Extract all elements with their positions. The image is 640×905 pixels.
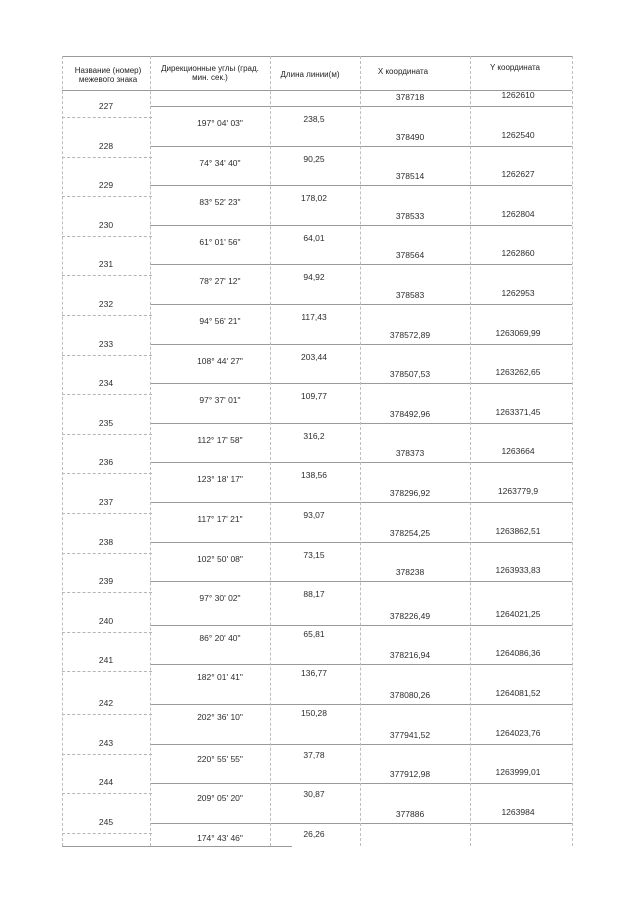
point-name: 238 xyxy=(98,536,114,547)
row-rule xyxy=(150,783,572,784)
point-x: 378572,89 xyxy=(389,329,431,340)
row-rule-dotted xyxy=(62,355,152,356)
point-x: 378216,94 xyxy=(389,650,431,661)
point-y: 1263984 xyxy=(501,806,535,817)
row-rule xyxy=(150,185,572,186)
point-x: 378583 xyxy=(395,290,425,300)
point-name: 227 xyxy=(98,101,114,111)
row-rule-dotted xyxy=(62,117,152,118)
segment-length: 316,2 xyxy=(303,430,325,441)
segment-angle: 123° 18' 17" xyxy=(197,474,243,485)
point-x: 378226,49 xyxy=(389,610,431,621)
segment-length: 30,87 xyxy=(303,789,325,800)
row-rule xyxy=(150,502,572,503)
point-name: 236 xyxy=(98,457,114,468)
point-name: 232 xyxy=(98,299,114,309)
point-y: 1263262,65 xyxy=(495,367,541,378)
row-rule xyxy=(150,625,572,626)
row-rule xyxy=(150,146,572,147)
row-rule-dotted xyxy=(62,833,152,834)
segment-length: 136,77 xyxy=(301,668,327,679)
point-name: 242 xyxy=(98,698,114,708)
header-bottom-rule xyxy=(62,90,572,91)
point-x: 378490 xyxy=(395,131,425,142)
segment-angle: 209° 05' 20" xyxy=(197,793,243,804)
row-rule xyxy=(150,462,572,463)
segment-length: 150,28 xyxy=(301,708,327,718)
point-x: 378514 xyxy=(395,171,425,182)
segment-angle: 108° 44' 27" xyxy=(197,355,243,366)
row-rule-dotted xyxy=(62,275,152,276)
column-rule xyxy=(360,56,361,846)
row-rule-dotted xyxy=(62,714,152,715)
segment-angle: 174° 43' 46" xyxy=(197,832,243,843)
header-length: Длина линии(м) xyxy=(280,70,340,79)
segment-length: 109,77 xyxy=(301,391,327,402)
header-y: Y координата xyxy=(489,63,541,72)
point-name: 240 xyxy=(98,615,114,626)
row-rule-dotted xyxy=(62,473,152,474)
segment-angle: 202° 36' 10" xyxy=(197,712,243,722)
point-y: 1263933,83 xyxy=(495,565,541,576)
header-x: X координата xyxy=(377,67,429,76)
point-name: 244 xyxy=(98,777,114,788)
segment-length: 94,92 xyxy=(303,272,325,283)
point-y: 1263664 xyxy=(501,446,535,457)
point-name: 233 xyxy=(98,338,114,349)
row-rule-dotted xyxy=(62,553,152,554)
segment-angle: 182° 01' 41" xyxy=(197,672,243,683)
segment-length: 93,07 xyxy=(303,510,325,520)
point-y: 1263069,99 xyxy=(495,327,541,338)
point-x: 377886 xyxy=(395,808,425,819)
segment-angle: 220° 55' 55" xyxy=(197,753,243,764)
point-x: 378564 xyxy=(395,250,425,261)
point-x: 378507,53 xyxy=(389,369,431,380)
segment-angle: 74° 34' 40" xyxy=(199,157,241,168)
point-y: 1263371,45 xyxy=(495,406,541,417)
row-rule-dotted xyxy=(62,513,152,514)
row-rule xyxy=(150,383,572,384)
segment-length: 64,01 xyxy=(303,232,325,243)
segment-angle: 197° 04' 03" xyxy=(197,118,243,128)
row-rule-dotted xyxy=(62,754,152,755)
point-y: 1263862,51 xyxy=(495,525,541,536)
row-rule xyxy=(150,744,572,745)
segment-angle: 117° 17' 21" xyxy=(197,514,243,524)
point-x: 377941,52 xyxy=(389,729,431,740)
point-name: 239 xyxy=(98,576,114,587)
row-rule xyxy=(150,264,572,265)
column-rule xyxy=(150,56,151,846)
segment-length: 73,15 xyxy=(303,549,325,560)
point-y: 1262804 xyxy=(501,208,535,219)
segment-angle: 83° 52' 23" xyxy=(199,197,241,208)
point-name: 229 xyxy=(98,180,114,191)
point-name: 234 xyxy=(98,378,114,389)
segment-angle: 78° 27' 12" xyxy=(199,276,241,287)
row-rule-dotted xyxy=(62,394,152,395)
point-y: 1262953 xyxy=(501,288,535,298)
point-x: 378718 xyxy=(395,92,425,102)
point-x: 378373 xyxy=(395,448,425,459)
row-rule xyxy=(150,106,572,107)
segment-length: 238,5 xyxy=(303,114,325,124)
header-name: Название (номер) межевого знака xyxy=(74,66,142,84)
row-rule-dotted xyxy=(62,315,152,316)
row-rule xyxy=(150,704,572,705)
row-rule-dotted xyxy=(62,793,152,794)
table-bottom-rule xyxy=(62,846,292,847)
point-y: 1262540 xyxy=(501,129,535,140)
row-rule-dotted xyxy=(62,196,152,197)
point-y: 1264086,36 xyxy=(495,648,541,659)
segment-angle: 112° 17' 58" xyxy=(197,434,243,445)
point-y: 1262610 xyxy=(501,90,535,100)
point-name: 243 xyxy=(98,737,114,748)
point-x: 378254,25 xyxy=(389,527,431,538)
segment-length: 138,56 xyxy=(301,470,327,481)
point-name: 237 xyxy=(98,497,114,507)
segment-angle: 97° 30' 02" xyxy=(199,593,241,604)
segment-length: 90,25 xyxy=(303,153,325,164)
row-rule xyxy=(150,344,572,345)
segment-angle: 97° 37' 01" xyxy=(199,395,241,406)
row-rule xyxy=(150,304,572,305)
segment-length: 178,02 xyxy=(301,193,327,204)
point-y: 1264081,52 xyxy=(495,688,541,698)
segment-length: 26,26 xyxy=(303,828,325,839)
row-rule-dotted xyxy=(62,236,152,237)
segment-angle: 102° 50' 08" xyxy=(197,553,243,564)
segment-length: 88,17 xyxy=(303,589,325,600)
segment-length: 65,81 xyxy=(303,628,325,639)
point-x: 378238 xyxy=(395,567,425,578)
point-x: 378492,96 xyxy=(389,408,431,419)
row-rule-dotted xyxy=(62,434,152,435)
point-name: 235 xyxy=(98,417,114,428)
point-x: 378533 xyxy=(395,210,425,221)
column-rule xyxy=(572,56,573,846)
header-top-rule xyxy=(62,56,572,57)
point-x: 377912,98 xyxy=(389,769,431,780)
point-name: 245 xyxy=(98,816,114,827)
row-rule xyxy=(150,581,572,582)
row-rule-dotted xyxy=(62,671,152,672)
point-x: 378296,92 xyxy=(389,488,431,498)
segment-length: 37,78 xyxy=(303,749,325,760)
point-name: 241 xyxy=(98,655,114,666)
point-y: 1262627 xyxy=(501,169,535,180)
segment-angle: 61° 01' 56" xyxy=(199,236,241,247)
segment-length: 117,43 xyxy=(301,312,327,322)
point-y: 1262860 xyxy=(501,248,535,259)
point-name: 231 xyxy=(98,259,114,270)
row-rule xyxy=(150,664,572,665)
point-y: 1263999,01 xyxy=(495,767,541,778)
point-y: 1264023,76 xyxy=(495,727,541,738)
point-x: 378080,26 xyxy=(389,690,431,700)
row-rule xyxy=(150,225,572,226)
segment-angle: 94° 56' 21" xyxy=(199,316,241,326)
column-rule xyxy=(62,56,63,846)
row-rule-dotted xyxy=(62,157,152,158)
column-rule xyxy=(270,56,271,846)
point-y: 1263779,9 xyxy=(497,486,539,496)
row-rule-dotted xyxy=(62,632,152,633)
row-rule-dotted xyxy=(62,592,152,593)
row-rule xyxy=(150,823,572,824)
header-angle: Дирекционные углы (град. мин. сек.) xyxy=(161,64,259,82)
point-name: 230 xyxy=(98,219,114,230)
row-rule xyxy=(150,542,572,543)
row-rule xyxy=(150,423,572,424)
point-name: 228 xyxy=(98,140,114,151)
point-y: 1264021,25 xyxy=(495,608,541,619)
segment-length: 203,44 xyxy=(301,351,327,362)
segment-angle: 86° 20' 40" xyxy=(199,632,241,643)
column-rule xyxy=(470,56,471,846)
